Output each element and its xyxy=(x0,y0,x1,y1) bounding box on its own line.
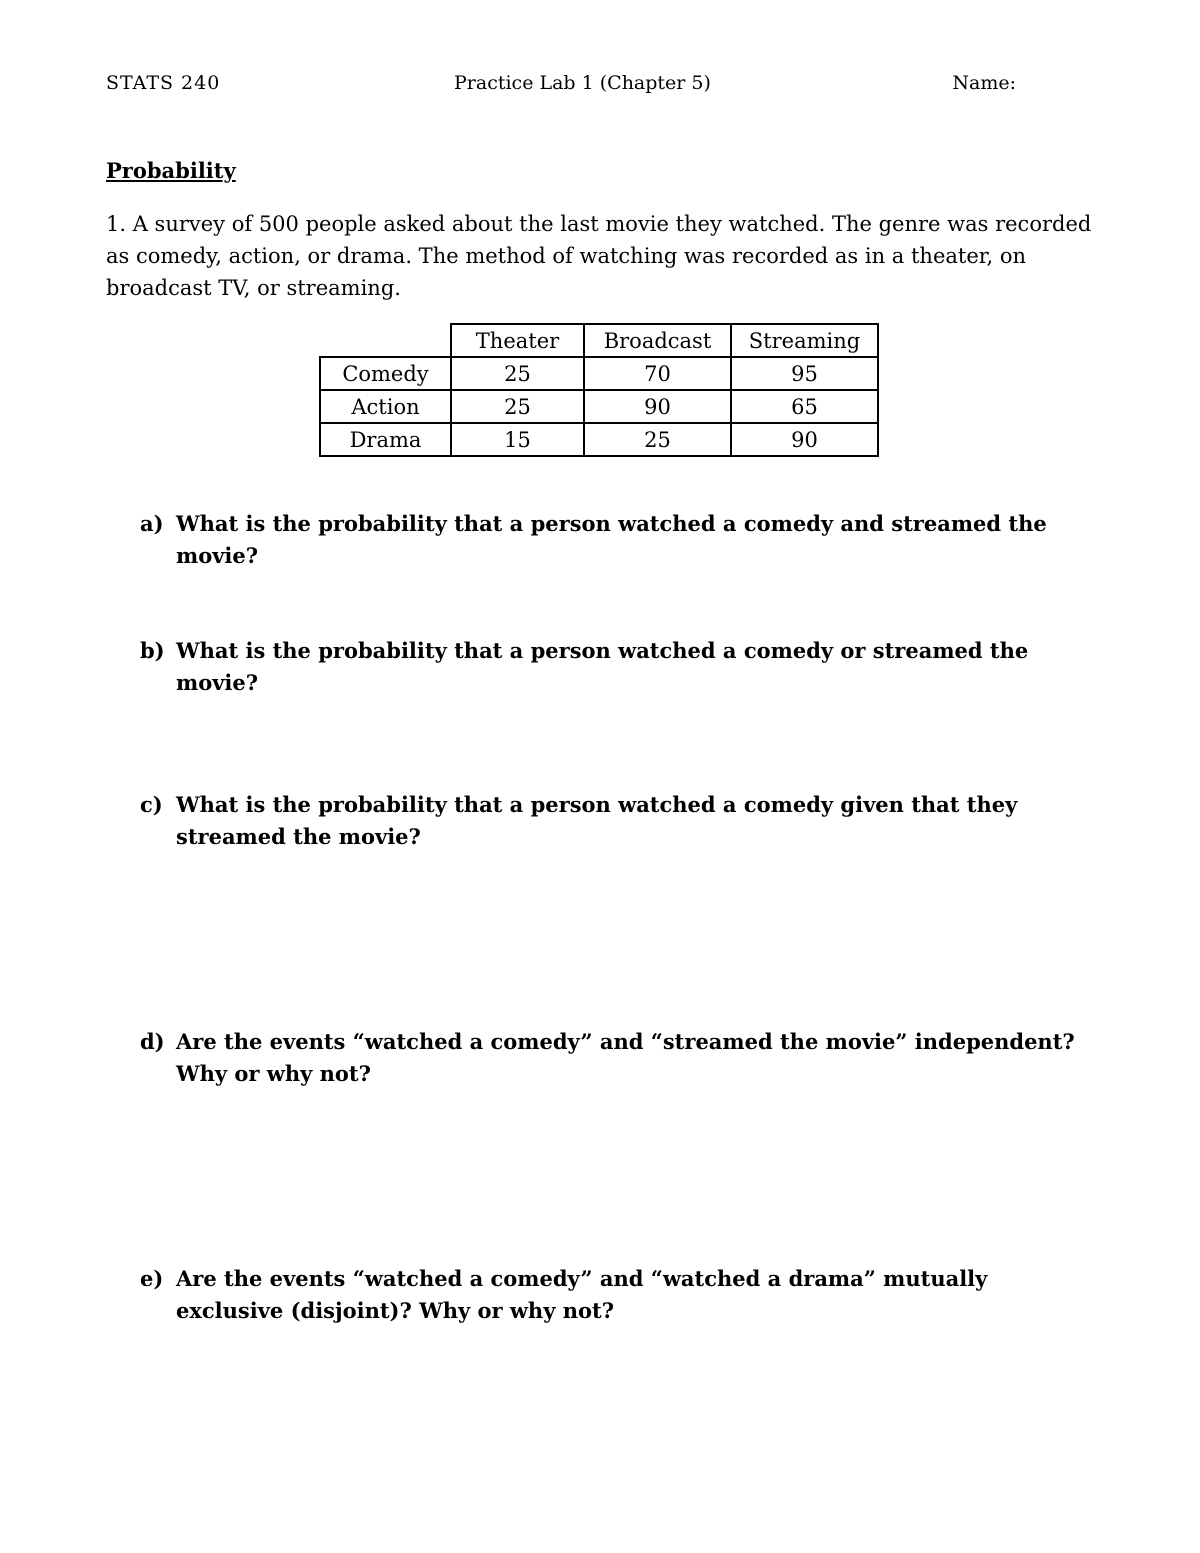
table-cell: 95 xyxy=(731,357,878,390)
row-header-drama: Drama xyxy=(320,423,451,456)
table-cell: 25 xyxy=(451,357,584,390)
column-header-streaming: Streaming xyxy=(731,324,878,357)
question-letter: d) xyxy=(140,1029,165,1054)
table-corner-cell xyxy=(320,324,451,357)
question-text: What is the probability that a person watched a comedy and streamed the movie? xyxy=(176,511,1047,568)
section-title: Probability xyxy=(106,158,236,183)
table-cell: 70 xyxy=(584,357,731,390)
table-header-row xyxy=(320,324,878,357)
table-row xyxy=(320,390,878,423)
question-text: Are the events “watched a comedy” and “streamed the movie” independent? Why or why not? xyxy=(176,1029,1075,1086)
question-letter: e) xyxy=(140,1266,164,1291)
table-cell: 90 xyxy=(584,390,731,423)
page-header xyxy=(106,72,1016,100)
table-cell: 25 xyxy=(584,423,731,456)
question-text: Are the events “watched a comedy” and “watched a drama” mutually exclusive (disjoint)? Why or why not? xyxy=(176,1266,988,1323)
table-cell: 90 xyxy=(731,423,878,456)
course-code: STATS 240 xyxy=(106,72,221,94)
row-header-comedy: Comedy xyxy=(320,357,451,390)
table-cell: 15 xyxy=(451,423,584,456)
question-text: What is the probability that a person watched a comedy given that they streamed the movie? xyxy=(176,792,1018,849)
table-row xyxy=(320,423,878,456)
table-cell: 65 xyxy=(731,390,878,423)
contingency-table xyxy=(319,323,879,457)
question-b xyxy=(140,635,1090,699)
table-cell: 25 xyxy=(451,390,584,423)
question-text: What is the probability that a person watched a comedy or streamed the movie? xyxy=(176,638,1029,695)
question-a xyxy=(140,508,1090,572)
table-row xyxy=(320,357,878,390)
name-label: Name: xyxy=(952,72,1016,94)
question-c xyxy=(140,789,1090,853)
lab-title: Practice Lab 1 (Chapter 5) xyxy=(454,72,711,94)
question-d xyxy=(140,1026,1090,1090)
column-header-theater: Theater xyxy=(451,324,584,357)
problem-intro: 1. A survey of 500 people asked about the last movie they watched. The genre was recorded as comedy, action, or drama. The method of watching was recorded as in a theater, on broadcast TV, or streaming. xyxy=(106,212,1092,300)
question-letter: a) xyxy=(140,511,164,536)
column-header-broadcast: Broadcast xyxy=(584,324,731,357)
question-e xyxy=(140,1263,1090,1327)
question-letter: b) xyxy=(140,638,165,663)
question-letter: c) xyxy=(140,792,163,817)
row-header-action: Action xyxy=(320,390,451,423)
